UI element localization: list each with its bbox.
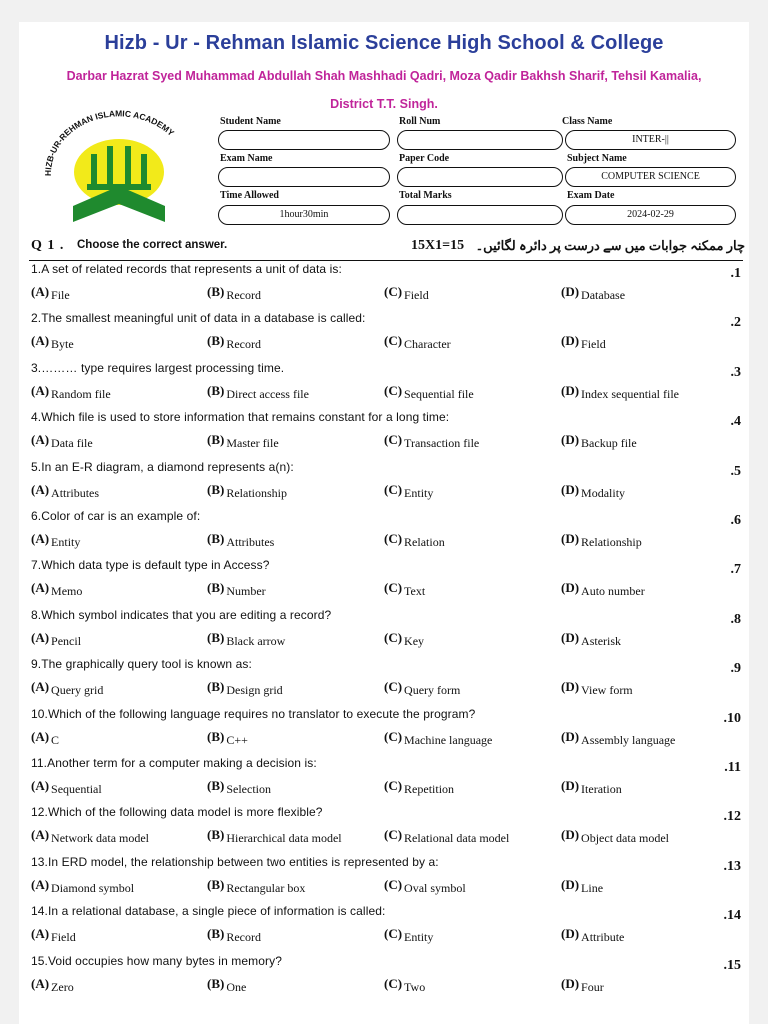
- option-letter: (A): [31, 382, 50, 398]
- exam-name-field[interactable]: [218, 167, 390, 187]
- option-letter: (C): [384, 926, 403, 942]
- answer-option[interactable]: [207, 975, 246, 993]
- option-letter: (D): [561, 926, 580, 942]
- option-text: Sequential: [51, 782, 102, 796]
- option-text: Oval symbol: [404, 880, 466, 895]
- question-number: .11: [724, 760, 741, 775]
- option-text: Relation: [404, 535, 445, 549]
- answer-option[interactable]: [31, 925, 76, 943]
- option-letter: (B): [207, 728, 225, 744]
- student-name-label: Student Name: [220, 116, 281, 127]
- question-number: .8: [730, 611, 741, 627]
- question-number: .12: [723, 809, 741, 825]
- option-letter: (C): [384, 827, 403, 843]
- exam-date-field[interactable]: 2024-02-29: [565, 205, 736, 225]
- option-letter: (B): [207, 382, 225, 398]
- option-text: Master file: [226, 436, 279, 451]
- option-text: Relationship: [581, 535, 642, 549]
- answer-option[interactable]: [207, 925, 261, 943]
- answer-option[interactable]: [31, 777, 102, 795]
- option-text: Entity: [51, 535, 81, 549]
- option-letter: (A): [31, 284, 50, 299]
- option-text: Four: [581, 979, 604, 994]
- answer-option[interactable]: [384, 826, 509, 844]
- answer-option[interactable]: [561, 579, 645, 597]
- option-text: Record: [226, 288, 261, 302]
- class-name-field[interactable]: INTER-||: [565, 130, 736, 150]
- question-text: 12.Which of the following data model is more flexible?: [31, 805, 323, 820]
- option-text: Number: [226, 584, 266, 599]
- option-letter: (D): [561, 728, 580, 744]
- option-text: Attributes: [226, 535, 275, 549]
- question-text: 9.The graphically query tool is known as:: [31, 657, 252, 672]
- answer-option[interactable]: [207, 431, 279, 449]
- question-text: 8.Which symbol indicates that you are editing a record?: [31, 607, 332, 622]
- student-name-field[interactable]: [218, 130, 390, 150]
- answer-option[interactable]: [207, 530, 274, 548]
- question-text: 2.The smallest meaningful unit of data in a database is called:: [31, 311, 366, 326]
- answer-option[interactable]: [207, 629, 285, 647]
- option-letter: (B): [207, 827, 225, 843]
- address-line-2: District T.T. Singh.: [330, 97, 438, 111]
- answer-option[interactable]: [31, 530, 80, 548]
- answer-option[interactable]: [31, 579, 82, 597]
- option-letter: (B): [207, 679, 225, 695]
- q1-marks: 15X1=15: [411, 238, 465, 253]
- option-text: Entity: [404, 485, 434, 500]
- option-text: Record: [226, 930, 261, 945]
- answer-option[interactable]: [207, 678, 283, 696]
- answer-option[interactable]: [561, 728, 675, 746]
- answer-option[interactable]: [561, 481, 625, 499]
- answer-option[interactable]: [384, 629, 424, 647]
- option-letter: (A): [31, 975, 50, 991]
- option-letter: (A): [31, 679, 50, 695]
- answer-option[interactable]: [384, 975, 425, 993]
- option-text: Rectangular box: [226, 880, 306, 895]
- option-letter: (D): [561, 333, 580, 349]
- answer-option[interactable]: [31, 629, 81, 647]
- question-item: [31, 756, 741, 805]
- question-item: [31, 805, 741, 854]
- option-letter: (C): [384, 284, 403, 299]
- answer-option[interactable]: [561, 826, 669, 844]
- question-text: 6.Color of car is an example of:: [31, 509, 201, 523]
- option-letter: (A): [31, 827, 50, 843]
- exam-paper: [19, 22, 749, 1024]
- question-number: .9: [730, 661, 741, 677]
- option-letter: (D): [561, 481, 580, 497]
- option-text: Object data model: [581, 831, 670, 846]
- question-text: 13.In ERD model, the relationship between two entities is represented by a:: [31, 854, 439, 869]
- question-item: [31, 904, 741, 953]
- answer-option[interactable]: [384, 431, 479, 449]
- option-letter: (D): [561, 284, 580, 299]
- option-text: Two: [404, 979, 426, 994]
- option-text: Memo: [51, 584, 83, 599]
- option-letter: (D): [561, 382, 580, 398]
- option-text: Asterisk: [581, 633, 622, 648]
- question-text: 14.In a relational database, a single piece of information is called:: [31, 904, 386, 919]
- option-letter: (B): [207, 629, 225, 645]
- option-letter: (C): [384, 975, 403, 991]
- answer-option[interactable]: [384, 678, 460, 696]
- answer-option[interactable]: [384, 530, 445, 548]
- option-text: Entity: [404, 930, 434, 945]
- option-letter: (A): [31, 432, 50, 448]
- question-number: .1: [730, 266, 741, 281]
- question-item: [31, 311, 741, 360]
- option-text: Auto number: [581, 584, 645, 599]
- q1-urdu-instruction: چار ممکنہ جوابات میں سے درست پر دائرہ لگائیں۔: [475, 238, 745, 253]
- option-letter: (C): [384, 382, 403, 398]
- answer-option[interactable]: [561, 332, 606, 350]
- answer-option[interactable]: [31, 826, 149, 844]
- question-item: [31, 707, 741, 756]
- option-text: View form: [581, 683, 633, 698]
- option-letter: (D): [561, 876, 580, 892]
- answer-option[interactable]: [384, 332, 451, 350]
- question-number: .14: [723, 908, 741, 924]
- q1-instruction: Choose the correct answer.: [77, 239, 228, 251]
- option-letter: (C): [384, 778, 403, 793]
- answer-option[interactable]: [384, 728, 492, 746]
- question-item: [31, 657, 741, 706]
- question-item: [31, 954, 741, 1003]
- option-letter: (B): [207, 778, 225, 793]
- paper-code-label: Paper Code: [399, 153, 450, 164]
- total-marks-label: Total Marks: [399, 190, 452, 201]
- question-text: 1.A set of related records that represents a unit of data is:: [31, 262, 342, 276]
- option-letter: (C): [384, 580, 403, 596]
- time-allowed-field[interactable]: 1hour30min: [218, 205, 390, 225]
- option-letter: (B): [207, 926, 225, 942]
- option-text: Black arrow: [226, 633, 286, 648]
- answer-option[interactable]: [561, 925, 624, 943]
- option-letter: (B): [207, 580, 225, 596]
- option-text: One: [226, 979, 247, 994]
- option-text: Text: [404, 584, 426, 599]
- option-letter: (A): [31, 333, 50, 349]
- option-letter: (C): [384, 531, 403, 546]
- question-number: .4: [730, 414, 741, 430]
- logo-text: HIZB-UR-REHMAN ISLAMIC ACADEMY: [42, 110, 177, 177]
- answer-option[interactable]: [207, 826, 342, 844]
- option-text: Repetition: [404, 782, 455, 796]
- option-letter: (D): [561, 975, 580, 991]
- option-text: Transaction file: [404, 436, 480, 451]
- answer-option[interactable]: [31, 876, 134, 894]
- answer-option[interactable]: [561, 975, 604, 993]
- answer-option[interactable]: [384, 579, 425, 597]
- answer-option[interactable]: [207, 876, 305, 894]
- answer-option[interactable]: [31, 283, 70, 301]
- option-letter: (C): [384, 876, 403, 892]
- option-text: Field: [581, 337, 606, 352]
- option-letter: (D): [561, 580, 580, 596]
- option-letter: (A): [31, 926, 50, 942]
- answer-option[interactable]: [561, 777, 622, 795]
- exam-name-label: Exam Name: [220, 153, 273, 164]
- option-letter: (D): [561, 629, 580, 645]
- option-text: Design grid: [226, 683, 283, 698]
- school-title: Hizb - Ur - Rehman Islamic Science High School & College: [104, 32, 664, 54]
- option-text: Character: [404, 337, 451, 352]
- answer-option[interactable]: [384, 283, 429, 301]
- option-letter: (D): [561, 778, 580, 793]
- option-letter: (D): [561, 679, 580, 695]
- option-letter: (A): [31, 629, 50, 645]
- option-text: C++: [226, 732, 248, 747]
- answer-option[interactable]: [561, 382, 679, 400]
- total-marks-field[interactable]: [397, 205, 563, 225]
- roll-num-field[interactable]: [397, 130, 563, 150]
- answer-option[interactable]: [561, 629, 621, 647]
- question-text: 10.Which of the following language requires no translator to execute the program?: [31, 706, 476, 721]
- answer-option[interactable]: [561, 431, 637, 449]
- answer-option[interactable]: [384, 876, 466, 894]
- answer-option[interactable]: [31, 431, 93, 449]
- option-letter: (A): [31, 580, 50, 596]
- option-text: Relational data model: [404, 831, 510, 846]
- option-text: Data file: [51, 436, 93, 451]
- option-letter: (C): [384, 679, 403, 695]
- question-number: .13: [723, 858, 741, 874]
- option-text: Field: [51, 930, 76, 945]
- option-text: Line: [581, 880, 604, 895]
- option-text: Byte: [51, 337, 74, 352]
- option-text: Direct access file: [226, 386, 309, 401]
- answer-option[interactable]: [207, 728, 248, 746]
- question-item: [31, 262, 741, 311]
- question-text: 4.Which file is used to store information that remains constant for a long time:: [31, 410, 450, 425]
- answer-option[interactable]: [384, 481, 433, 499]
- question-item: [31, 361, 741, 410]
- answer-option[interactable]: [207, 777, 271, 795]
- option-text: Network data model: [51, 831, 150, 846]
- option-letter: (B): [207, 481, 225, 497]
- option-text: Modality: [581, 485, 626, 500]
- question-item: [31, 608, 741, 657]
- option-text: Query form: [404, 683, 461, 698]
- answer-option[interactable]: [384, 925, 433, 943]
- option-text: Field: [404, 288, 429, 302]
- option-text: Attributes: [51, 485, 100, 500]
- subject-name-field[interactable]: COMPUTER SCIENCE: [565, 167, 736, 187]
- subject-name-label: Subject Name: [567, 153, 627, 164]
- option-letter: (B): [207, 531, 225, 546]
- option-text: Random file: [51, 386, 111, 401]
- option-letter: (D): [561, 531, 580, 546]
- option-letter: (B): [207, 284, 225, 299]
- option-text: Pencil: [51, 633, 82, 648]
- answer-option[interactable]: [561, 283, 625, 301]
- option-letter: (D): [561, 432, 580, 448]
- option-letter: (A): [31, 778, 50, 793]
- option-text: Backup file: [581, 436, 637, 451]
- answer-option[interactable]: [384, 382, 474, 400]
- option-text: Database: [581, 288, 626, 302]
- roll-num-label: Roll Num: [399, 116, 441, 127]
- option-letter: (C): [384, 629, 403, 645]
- exam-date-label: Exam Date: [567, 190, 615, 201]
- q1-divider: [29, 260, 743, 261]
- question-item: [31, 855, 741, 904]
- option-text: Record: [226, 337, 261, 352]
- option-letter: (C): [384, 333, 403, 349]
- academy-logo: [39, 110, 199, 226]
- q1-header: [31, 236, 745, 258]
- answer-option[interactable]: [31, 678, 103, 696]
- option-text: Key: [404, 633, 425, 648]
- question-text: 11.Another term for a computer making a decision is:: [31, 756, 317, 770]
- answer-option[interactable]: [207, 579, 266, 597]
- question-number: .5: [730, 463, 741, 479]
- time-allowed-label: Time Allowed: [220, 190, 279, 201]
- option-text: Zero: [51, 979, 74, 994]
- question-item: [31, 558, 741, 607]
- option-letter: (C): [384, 432, 403, 448]
- option-text: Index sequential file: [581, 386, 680, 401]
- question-text: 3.……… type requires largest processing time.: [31, 360, 285, 375]
- question-number: .6: [730, 513, 741, 528]
- answer-option[interactable]: [31, 728, 59, 746]
- option-text: Assembly language: [581, 732, 676, 747]
- answer-option[interactable]: [31, 382, 111, 400]
- option-text: Query grid: [51, 683, 104, 698]
- answer-option[interactable]: [384, 777, 454, 795]
- answer-option[interactable]: [561, 678, 633, 696]
- option-text: Diamond symbol: [51, 880, 135, 895]
- option-letter: (B): [207, 975, 225, 991]
- paper-code-field[interactable]: [397, 167, 563, 187]
- question-text: 7.Which data type is default type in Access?: [31, 558, 270, 573]
- option-letter: (A): [31, 876, 50, 892]
- question-number: .2: [730, 315, 741, 331]
- question-number: .3: [730, 364, 741, 380]
- class-name-label: Class Name: [562, 116, 613, 127]
- option-letter: (C): [384, 481, 403, 497]
- answer-option[interactable]: [207, 332, 261, 350]
- option-text: Attribute: [581, 930, 625, 945]
- question-text: 5.In an E-R diagram, a diamond represents a(n):: [31, 459, 294, 474]
- question-item: [31, 509, 741, 558]
- option-text: Relationship: [226, 485, 288, 500]
- option-letter: (B): [207, 876, 225, 892]
- question-number: .10: [723, 710, 741, 726]
- option-letter: (A): [31, 531, 50, 546]
- question-number: .7: [730, 562, 741, 578]
- answer-option[interactable]: [207, 283, 261, 301]
- option-text: C: [51, 732, 60, 747]
- option-letter: (B): [207, 333, 225, 349]
- option-text: Machine language: [404, 732, 493, 747]
- q1-label: Q 1 .: [31, 238, 65, 253]
- option-text: Selection: [226, 782, 271, 796]
- question-number: .15: [723, 957, 741, 973]
- option-letter: (A): [31, 728, 50, 744]
- option-text: Iteration: [581, 782, 622, 796]
- answer-option[interactable]: [561, 530, 642, 548]
- question-item: [31, 460, 741, 509]
- answer-option[interactable]: [207, 481, 287, 499]
- option-text: Sequential file: [404, 386, 474, 401]
- question-text: 15.Void occupies how many bytes in memory?: [31, 953, 282, 968]
- option-text: File: [51, 288, 70, 302]
- option-text: Hierarchical data model: [226, 831, 342, 846]
- option-letter: (C): [384, 728, 403, 744]
- option-letter: (D): [561, 827, 580, 843]
- address-line-1: Darbar Hazrat Syed Muhammad Abdullah Shah Mashhadi Qadri, Moza Qadir Bakhsh Sharif, Tehsil Kamalia,: [66, 69, 702, 83]
- answer-option[interactable]: [31, 332, 74, 350]
- answer-option[interactable]: [31, 975, 74, 993]
- answer-option[interactable]: [207, 382, 309, 400]
- answer-option[interactable]: [31, 481, 99, 499]
- option-letter: (B): [207, 432, 225, 448]
- question-item: [31, 410, 741, 459]
- answer-option[interactable]: [561, 876, 603, 894]
- option-letter: (A): [31, 481, 50, 497]
